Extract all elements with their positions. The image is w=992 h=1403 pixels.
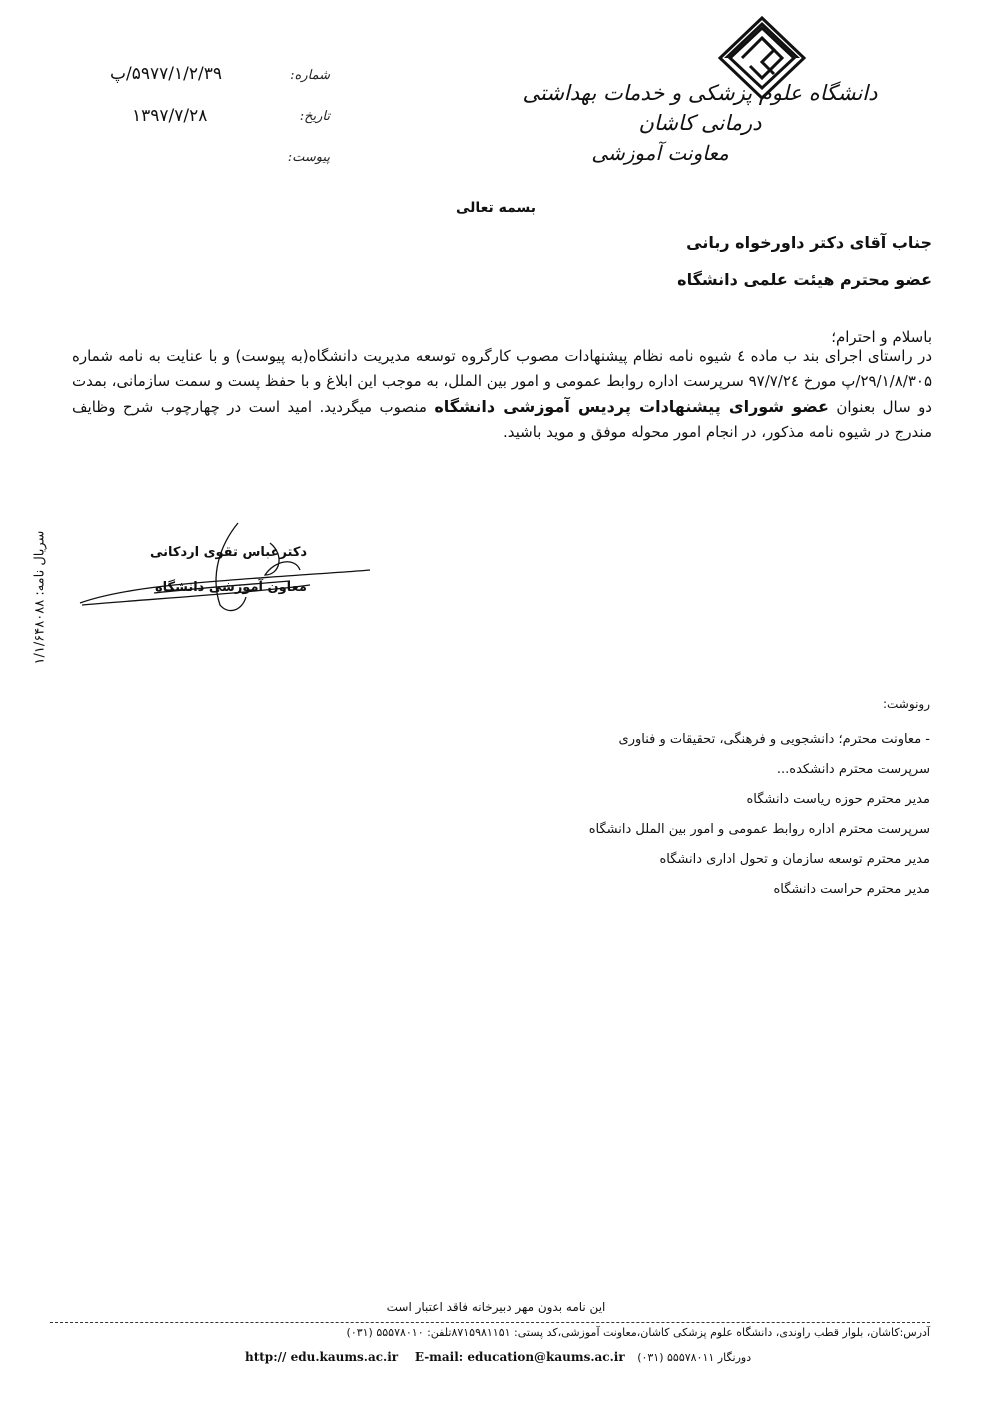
footer-address: آدرس:کاشان، بلوار قطب راوندی، دانشگاه علوم پزشکی کاشان،معاونت آموزشی،کد پستی: ۸۷۱۵۹۸۱۱۵۱تلفن: ۵۵۵۷۸۰۱۰ (۰۳۱) bbox=[346, 1326, 930, 1339]
letter-attachment-label: پیوست: bbox=[287, 150, 330, 165]
email-link[interactable]: education@kaums.ac.ir bbox=[467, 1350, 625, 1364]
cc-item: سرپرست محترم اداره روابط عمومی و امور بین الملل دانشگاه bbox=[588, 822, 930, 837]
body-text-part2: منصوب میگردید. امید است در چهارچوب شرح وظایف مندرج در شیوه نامه مذکور، در انجام امور محوله موفق و موید باشید. bbox=[72, 398, 932, 441]
serial-number-vertical bbox=[20, 515, 60, 695]
serial-number-text: سریال نامه: ۱/۱/۶۴۸۰۸۸ bbox=[32, 530, 48, 665]
addressee-position: عضو محترم هیئت علمی دانشگاه bbox=[677, 270, 932, 289]
body-text-part1: در راستای اجرای بند ب ماده ٤ شیوه نامه نظام پیشنهادات مصوب کارگروه توسعه مدیریت دانشگاه(به پیوست) و با عنایت به نامه شماره ۲۹/۱/۸/۳۰۵/پ مورخ ۹۷/۷/۲٤ سرپرست اداره روابط عمومی و امور بین الملل، به موجب این ابلاغ و با حفظ پست و سمت سازمانی، بمدت دو سال بعنوان bbox=[72, 347, 933, 416]
signatory-name: دکترعباس تقوی اردکانی bbox=[150, 545, 308, 560]
letter-date-value: ۱۳۹۷/۷/۲۸ bbox=[132, 106, 208, 126]
email-label: E-mail: bbox=[414, 1350, 464, 1364]
handwritten-signature-icon bbox=[70, 515, 380, 625]
validity-notice: این نامه بدون مهر دبیرخانه فاقد اعتبار است bbox=[386, 1300, 606, 1314]
organization-line-deputy: معاونت آموزشی bbox=[591, 141, 729, 165]
cc-item: مدیر محترم حراست دانشگاه bbox=[773, 882, 930, 897]
greeting: باسلام و احترام؛ bbox=[831, 328, 932, 346]
website-link[interactable]: edu.kaums.ac.ir bbox=[290, 1350, 399, 1364]
addressee-name: جناب آقای دکتر داورخواه ربانی bbox=[686, 233, 932, 252]
letter-number-label: شماره: bbox=[290, 68, 330, 83]
footer-contact bbox=[245, 1350, 751, 1364]
cc-item: - معاونت محترم؛ دانشجویی و فرهنگی، تحقیقات و فناوری bbox=[618, 732, 930, 747]
cc-title: رونوشت: bbox=[882, 697, 930, 711]
footer-divider bbox=[50, 1322, 930, 1323]
website-label: http:// bbox=[245, 1350, 287, 1364]
cc-item: سرپرست محترم دانشکده... bbox=[776, 762, 930, 777]
cc-list bbox=[589, 725, 930, 905]
organization-line-university: دانشگاه علوم پزشکی و خدمات بهداشتی درمانی کاشان bbox=[522, 81, 878, 135]
signatory-title: معاون آموزشی دانشگاه bbox=[155, 580, 307, 595]
body-emphasis: عضو شورای پیشنهادات پردیس آموزشی دانشگاه bbox=[434, 397, 829, 416]
cc-item: مدیر محترم حوزه ریاست دانشگاه bbox=[746, 792, 930, 807]
organization-name bbox=[520, 78, 880, 168]
bismillah-heading: بسمه تعالی bbox=[455, 200, 537, 216]
letter-body bbox=[72, 344, 932, 445]
letter-number-value: ۵۹۷۷/۱/۲/۳۹/پ bbox=[110, 64, 222, 84]
cc-item: مدیر محترم توسعه سازمان و تحول اداری دانشگاه bbox=[659, 852, 930, 867]
letter-date-label: تاریخ: bbox=[299, 109, 330, 124]
fax-number: دورنگار ۵۵۵۷۸۰۱۱ (۰۳۱) bbox=[637, 1351, 752, 1364]
